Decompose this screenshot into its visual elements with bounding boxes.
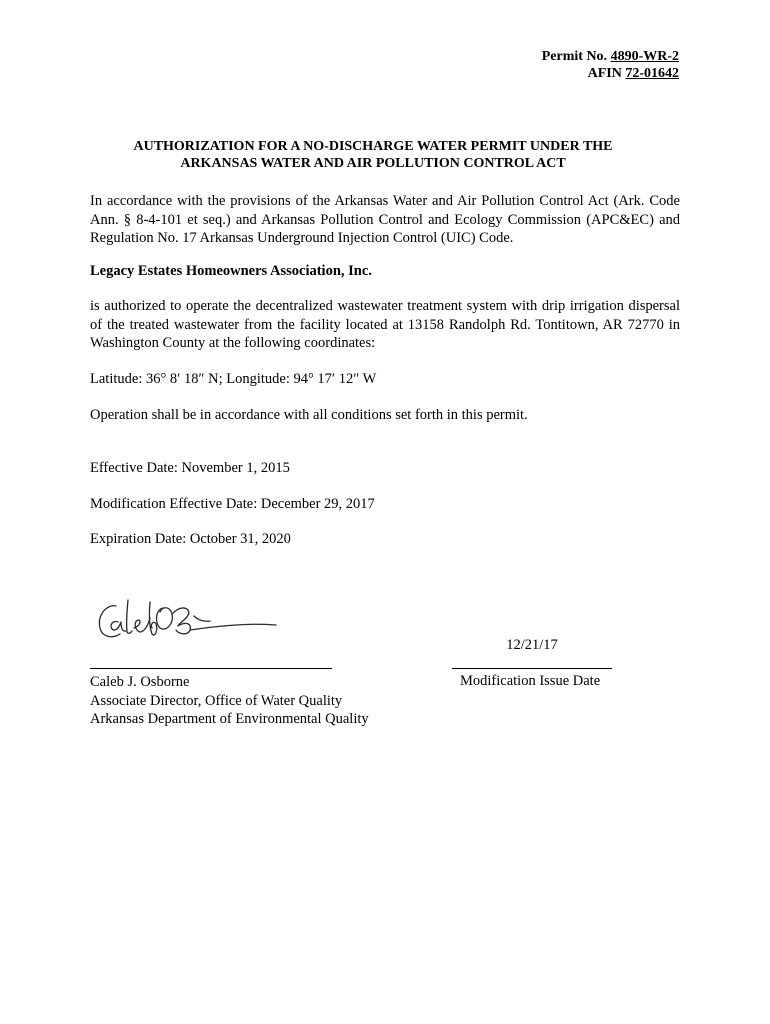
signer-name: Caleb J. Osborne <box>90 674 190 690</box>
operation-paragraph: Operation shall be in accordance with all conditions set forth in this permit. <box>90 407 528 423</box>
title-line-1: AUTHORIZATION FOR A NO-DISCHARGE WATER PERMIT UNDER THE <box>133 139 613 154</box>
authorization-paragraph: is authorized to operate the decentralized wastewater treatment system with drip irrigation dispersal of the treated wastewater from the facility located at 13158 Randolph Rd. Tontitown, AR 72770 in Washington County at the following coordinates: <box>90 298 680 351</box>
effective-date: Effective Date: November 1, 2015 <box>90 460 290 476</box>
coordinates-line: Latitude: 36° 8′ 18″ N; Longitude: 94° 17′ 12″ W <box>90 371 377 387</box>
signer-department: Arkansas Department of Environmental Quality <box>90 711 369 727</box>
permit-number-label: Permit No. <box>541 49 611 64</box>
permit-number-line <box>542 48 679 65</box>
afin-line <box>542 65 679 82</box>
permit-header <box>542 48 679 82</box>
document-title <box>90 138 656 172</box>
accordance-paragraph: In accordance with the provisions of the Arkansas Water and Air Pollution Control Act (Ark. Code Ann. § 8-4-101 et seq.) and Arkansas Pollution Control and Ecology Commission (APC&EC) and Regulation No. 17 Arkansas Underground Injection Control (UIC) Code. <box>90 193 680 246</box>
title-line-2: ARKANSAS WATER AND AIR POLLUTION CONTROL ACT <box>180 156 566 171</box>
issue-date-line <box>452 668 612 669</box>
expiration-date: Expiration Date: October 31, 2020 <box>90 531 291 547</box>
signature-line <box>90 668 332 669</box>
signer-title: Associate Director, Office of Water Quality <box>90 692 343 709</box>
issue-date: 12/21/17 <box>506 637 558 653</box>
issue-date-label: Modification Issue Date <box>460 673 601 689</box>
permit-number: 4890-WR-2 <box>610 49 679 64</box>
permittee-name: Legacy Estates Homeowners Association, Inc. <box>90 263 372 279</box>
signer-block <box>90 673 369 729</box>
modification-effective-date: Modification Effective Date: December 29, 2017 <box>90 496 375 512</box>
afin-label: AFIN <box>587 66 626 81</box>
handwritten-signature <box>94 592 284 652</box>
afin-number: 72-01642 <box>625 66 679 81</box>
